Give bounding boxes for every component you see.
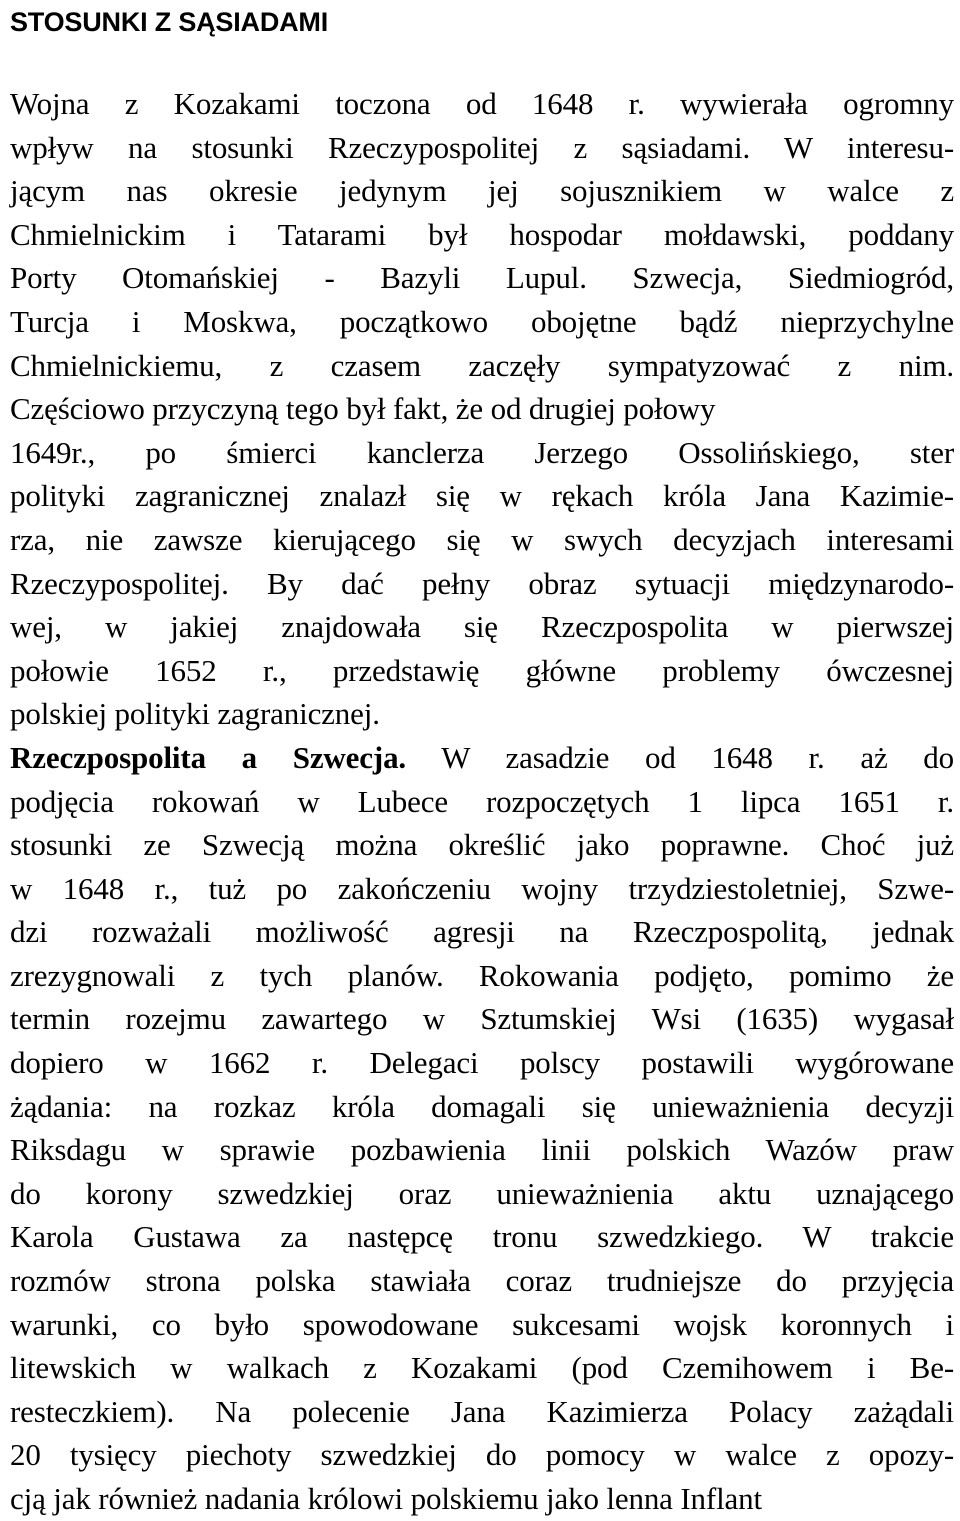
text-line: rza, nie zawsze kierującego się w swych decyzjach interesami: [10, 521, 954, 557]
text-line: Turcja i Moskwa, początkowo obojętne bądź nieprzychylne: [10, 303, 954, 339]
text-line: [10, 736, 954, 780]
text-line: jącym nas okresie jedynym jej sojusznikiem w walce z: [10, 173, 954, 209]
text-line: 1649r., po śmierci kanclerza Jerzego Ossolińskiego, ster: [10, 434, 954, 470]
text-line: dzi rozważali możliwość agresji na Rzeczpospolitą, jednak: [10, 914, 954, 950]
text-line: Porty Otomańskiej - Bazyli Lupul. Szwecja, Siedmiogród,: [10, 260, 954, 296]
document-body: [10, 82, 954, 1521]
text-line: Częściowo przyczyną tego był fakt, że od drugiej połowy: [10, 391, 716, 427]
text-line: w 1648 r., tuż po zakończeniu wojny trzydziestoletniej, Szwe-: [10, 870, 954, 906]
text-line: litewskich w walkach z Kozakami (pod Czemihowem i Be-: [10, 1350, 954, 1386]
text-line: cją jak również nadania królowi polskiemu jako lenna Inflant: [10, 1481, 762, 1516]
document-heading: STOSUNKI Z SĄSIADAMI: [10, 7, 329, 37]
text-line: polityki zagranicznej znalazł się w rękach króla Jana Kazimie-: [10, 478, 954, 514]
text-line: Chmielnickim i Tatarami był hospodar mołdawski, poddany: [10, 216, 954, 252]
text-line: zrezygnowali z tych planów. Rokowania podjęto, pomimo że: [10, 957, 954, 993]
text-line: Karola Gustawa za następcę tronu szwedzkiego. W trakcie: [10, 1219, 954, 1255]
section-first-line-text: W zasadzie od 1648 r. aż do: [406, 739, 954, 775]
document-page: [10, 0, 954, 1521]
paragraph-sweden: [10, 736, 954, 1521]
text-line: Wojna z Kozakami toczona od 1648 r. wywierała ogromny: [10, 86, 954, 121]
text-line: żądania: na rozkaz króla domagali się unieważnienia decyzji: [10, 1088, 954, 1124]
text-line: dopiero w 1662 r. Delegaci polscy postawili wygórowane: [10, 1045, 954, 1081]
text-line: rozmów strona polska stawiała coraz trudniejsze do przyjęcia: [10, 1263, 954, 1299]
text-line: termin rozejmu zawartego w Sztumskiej Wsi (1635) wygasał: [10, 1001, 954, 1037]
text-line: Riksdagu w sprawie pozbawienia linii polskich Wazów praw: [10, 1132, 954, 1168]
text-line: podjęcia rokowań w Lubece rozpoczętych 1 lipca 1651 r.: [10, 783, 954, 819]
text-line: wpływ na stosunki Rzeczypospolitej z sąsiadami. W interesu-: [10, 129, 954, 165]
text-line: warunki, co było spowodowane sukcesami wojsk koronnych i: [10, 1306, 954, 1342]
text-line: polskiej polityki zagranicznej.: [10, 696, 380, 732]
text-line: wej, w jakiej znajdowała się Rzeczpospolita w pierwszej: [10, 609, 954, 645]
text-line: resteczkiem). Na polecenie Jana Kazimierza Polacy zażądali: [10, 1393, 954, 1429]
text-line: do korony szwedzkiej oraz unieważnienia aktu uznającego: [10, 1175, 954, 1211]
section-title: Rzeczpospolita a Szwecja.: [10, 739, 407, 775]
text-line: stosunki ze Szwecją można określić jako poprawne. Choć już: [10, 827, 954, 863]
text-line: Rzeczypospolitej. By dać pełny obraz sytuacji międzynarodo-: [10, 565, 954, 601]
text-line: 20 tysięcy piechoty szwedzkiej do pomocy w walce z opozy-: [10, 1437, 954, 1473]
text-line: Chmielnickiemu, z czasem zaczęły sympatyzować z nim.: [10, 347, 954, 383]
paragraph-intro: [10, 82, 954, 736]
text-line: połowie 1652 r., przedstawię główne problemy ówczesnej: [10, 652, 954, 688]
